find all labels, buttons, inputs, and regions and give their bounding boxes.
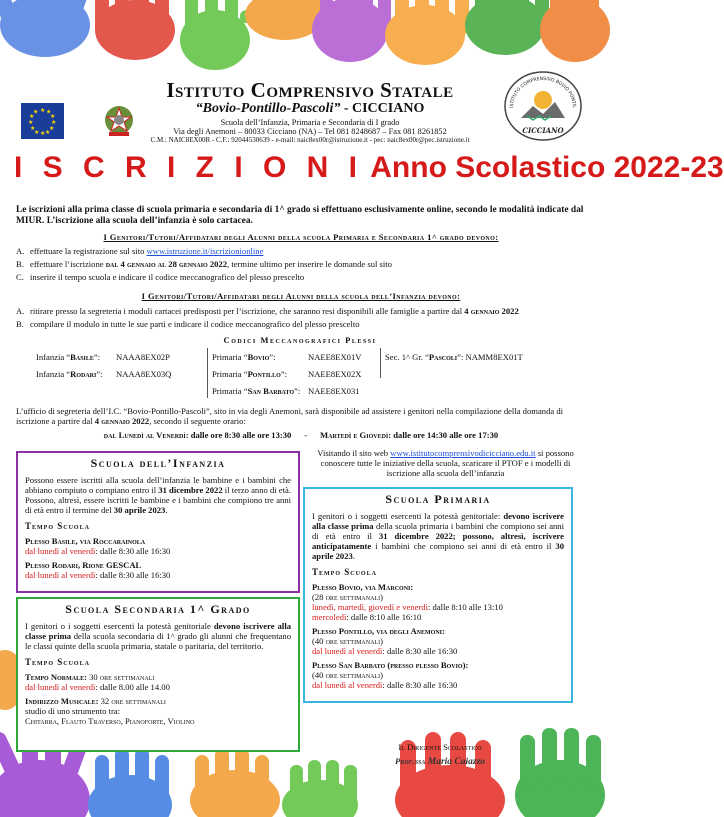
svg-text:★: ★: [40, 107, 46, 114]
main-title: I S C R I Z I O N I Anno Scolastico 2022-23: [14, 151, 724, 184]
primaria-pontillo-weekly-hours: (40 ore settimanali): [312, 636, 383, 646]
code-primaria-pontillo: Primaria “Pontillo”: NAEE8EX02X: [212, 369, 362, 379]
svg-text:★: ★: [40, 130, 46, 137]
svg-text:★: ★: [33, 108, 39, 116]
primaria-title: Scuola Primaria: [385, 492, 491, 506]
primaria-pontillo-hours: dal lunedì al venerdì: dalle 8:30 alle 16:30: [312, 646, 458, 656]
secondaria-tempo-heading: Tempo Scuola: [25, 657, 90, 667]
svg-text:★: ★: [34, 129, 40, 136]
codes-divider-1: [207, 348, 208, 398]
school-levels: Scuola dell’Infanzia, Primaria e Secondaria di I grado: [220, 118, 400, 127]
primaria-tempo-heading: Tempo Scuola: [312, 567, 377, 577]
signature-role: Il Dirigente Scolastico: [398, 742, 482, 752]
svg-text:★: ★: [29, 113, 35, 120]
school-name: Istituto Comprensivo Statale: [166, 78, 454, 102]
step-b-fill-form: B. compilare il modulo in tutte le sue parti e indicare il codice meccanografico del plesso prescelto: [16, 319, 360, 329]
code-secondaria-pascoli: Sec. 1^ Gr. “Pascoli”: NAMM8EX01T: [385, 352, 523, 362]
code-primaria-bovio: Primaria “Bovio”: NAEE8EX01V: [212, 352, 362, 362]
signature-name: Prof.ssa Maria Caiazzo: [394, 756, 486, 767]
infanzia-description: Possono essere iscritti alla scuola dell’infanzia le bambine e i bambini che abbiano compiuto o compiano entro il 31 dicembre 2022 il terzo anno di età. Possono, altresì, essere iscritti le bambine e i bambini che compiono tre anni di età entro il termine del 30 aprile 2023.: [25, 475, 291, 515]
school-address: Via degli Anemoni – 80033 Cicciano (NA) – Tel 081 8248687 – Fax 081 8261852: [173, 127, 447, 136]
school-logo: [503, 70, 583, 142]
svg-text:★: ★: [50, 113, 56, 120]
secondaria-musicale-note: studio di uno strumento tra:: [25, 706, 121, 716]
step-b-enrollment: B. effettuare l’iscrizione dal 4 gennaio al 28 gennaio 2022, termine ultimo per inserire le domande sul sito: [16, 259, 392, 269]
step-c-code: C. inserire il tempo scuola e indicare il codice meccanografico del plesso prescelto: [16, 272, 305, 282]
primaria-plesso-san-barbato: Plesso San Barbato (presso plesso Bovio):: [312, 660, 469, 670]
primaria-bovio-wednesday: mercoledì: dalle 8:10 alle 16:10: [312, 612, 422, 622]
svg-text:★: ★: [51, 119, 57, 126]
svg-text:★: ★: [28, 119, 34, 126]
secondaria-title: Scuola Secondaria 1^ Grado: [65, 602, 251, 616]
infanzia-rodari-hours: dal lunedì al venerdì: dalle 8:30 alle 16:30: [25, 570, 171, 580]
secondaria-normale-hours: dal lunedì al venerdì: dalle 8.00 alle 14.00: [25, 682, 170, 692]
codes-title: Codici Meccanografici Plessi: [223, 335, 377, 345]
school-codes-contacts: C.M.: NAIC8EX00R - C.F.: 92044530639 - e-mail: naic8ex00r@istruzione.it - pec: naic8ex00r@pec.istruzione.it: [150, 136, 470, 144]
intro-text: Le iscrizioni alla prima classe di scuola primaria e secondaria di 1^ grado si effettuano esclusivamente online, secondo le modalità indicate dal MIUR. L’iscrizione alla scuola dell’infanzia è solo cartacea.: [16, 205, 584, 226]
code-primaria-san-barbato: Primaria “San Barbato”: NAEE8EX031: [212, 386, 360, 396]
primaria-san-barbato-hours: dal lunedì al venerdì: dalle 8:30 alle 16:30: [312, 680, 458, 690]
code-infanzia-basile: Infanzia “Basile”: NAAA8EX02P: [36, 352, 170, 362]
svg-text:★: ★: [30, 125, 36, 132]
secondaria-tempo-normale: Tempo Normale: 30 ore settimanali: [25, 672, 155, 682]
office-info: L’ufficio di segreteria dell’I.C. “Bovio-Pontillo-Pascoli”, sito in via degli Anemoni, sarà disponibile ad assistere i genitori nella compilazione della domanda di iscrizione a partire dal 4 gennaio 2022, secondo il seguente orario:: [16, 406, 564, 426]
step-a-registration: A. effettuare la registrazione sul sito www.istruzione.it/iscrizionionline: [16, 246, 264, 256]
code-infanzia-rodari: Infanzia “Rodari”: NAAA8EX03Q: [36, 369, 172, 379]
svg-text:ISTITUTO COMPRENSIVO BOVIO PON: ISTITUTO COMPRENSIVO BOVIO PONTIL: [509, 76, 577, 109]
codes-divider-2: [380, 348, 381, 378]
infanzia-plesso-rodari: Plesso Rodari, Rione GESCAL: [25, 560, 142, 570]
svg-text:★: ★: [46, 108, 52, 116]
svg-text:CICCIANO: CICCIANO: [522, 126, 564, 135]
visit-website-note: Visitando il sito web www.istitutocomprensivodicicciano.edu.it si possono conoscere tutte le iniziative della scuola, scaricare il PTOF e i modelli di iscrizione alla scuola dell’infanzia: [317, 448, 574, 478]
office-hours: dal Lunedì al Venerdì: dalle ore 8:30 alle ore 13:30 - Martedì e Giovedì: dalle ore 14:30 alle ore 17:30: [103, 430, 499, 440]
infanzia-tempo-heading: Tempo Scuola: [25, 521, 90, 531]
infanzia-box: [16, 451, 300, 593]
infanzia-title: Scuola dell’Infanzia: [90, 456, 226, 470]
section-primaria-secondaria-heading: I Genitori/Tutori/Affidatari degli Alunni della scuola Primaria e Secondaria 1^ grado devono:: [103, 232, 499, 242]
secondaria-instruments: Chitarra, Flauto Traverso, Pianoforte, Violino: [25, 716, 195, 726]
eu-flag-icon: [21, 103, 64, 139]
svg-text:★: ★: [49, 125, 55, 132]
iscrizioni-online-link[interactable]: www.istruzione.it/iscrizionionline: [146, 246, 264, 256]
infanzia-plesso-basile: Plesso Basile, via Roccarainola: [25, 536, 146, 546]
primaria-bovio-weekly-hours: (28 ore settimanali): [312, 592, 383, 602]
primaria-plesso-pontillo: Plesso Pontillo, via degli Anemoni:: [312, 626, 445, 636]
section-infanzia-heading: I Genitori/Tutori/Affidatari degli Alunni della scuola dell’Infanzia devono:: [141, 291, 461, 301]
school-subtitle: “Bovio-Pontillo-Pascoli” - CICCIANO: [195, 101, 425, 116]
primaria-box: [303, 487, 573, 703]
primaria-description: I genitori o i soggetti esercenti la potestà genitoriale: devono iscrivere alla classe prima della scuola primaria i bambini che compiono sei anni di età entro il 31 dicembre 2022; possono, altresì, iscrivere anticipatamente i bambini che compiono sei anni di età entro il 30 aprile 2023.: [312, 511, 564, 561]
primaria-san-barbato-weekly-hours: (40 ore settimanali): [312, 670, 383, 680]
step-a-paper-forms: A. ritirare presso la segreteria i moduli cartacei predisposti per l’iscrizione, che saranno resi disponibili alle famiglie a partire dal 4 gennaio 2022: [16, 306, 519, 316]
secondaria-indirizzo-musicale: Indirizzo Musicale: 32 ore settimanali: [25, 696, 166, 706]
school-website-link[interactable]: www.istitutocomprensivodicicciano.edu.it: [390, 448, 536, 458]
svg-text:★: ★: [45, 129, 51, 136]
secondaria-description: I genitori o i soggetti esercenti la potestà genitoriale devono iscrivere alla classe prima della scuola secondaria di 1^ grado gli alunni che frequentano le classi quinte della scuola primaria, statale o paritaria, del territorio.: [25, 621, 292, 651]
primaria-bovio-hours: lunedì, martedì, giovedì e venerdì: dalle 8:10 alle 13:10: [312, 602, 503, 612]
infanzia-basile-hours: dal lunedì al venerdì: dalle 8:30 alle 16:30: [25, 546, 171, 556]
primaria-plesso-bovio: Plesso Bovio, via Marconi:: [312, 582, 414, 592]
secondaria-box: [16, 597, 300, 752]
